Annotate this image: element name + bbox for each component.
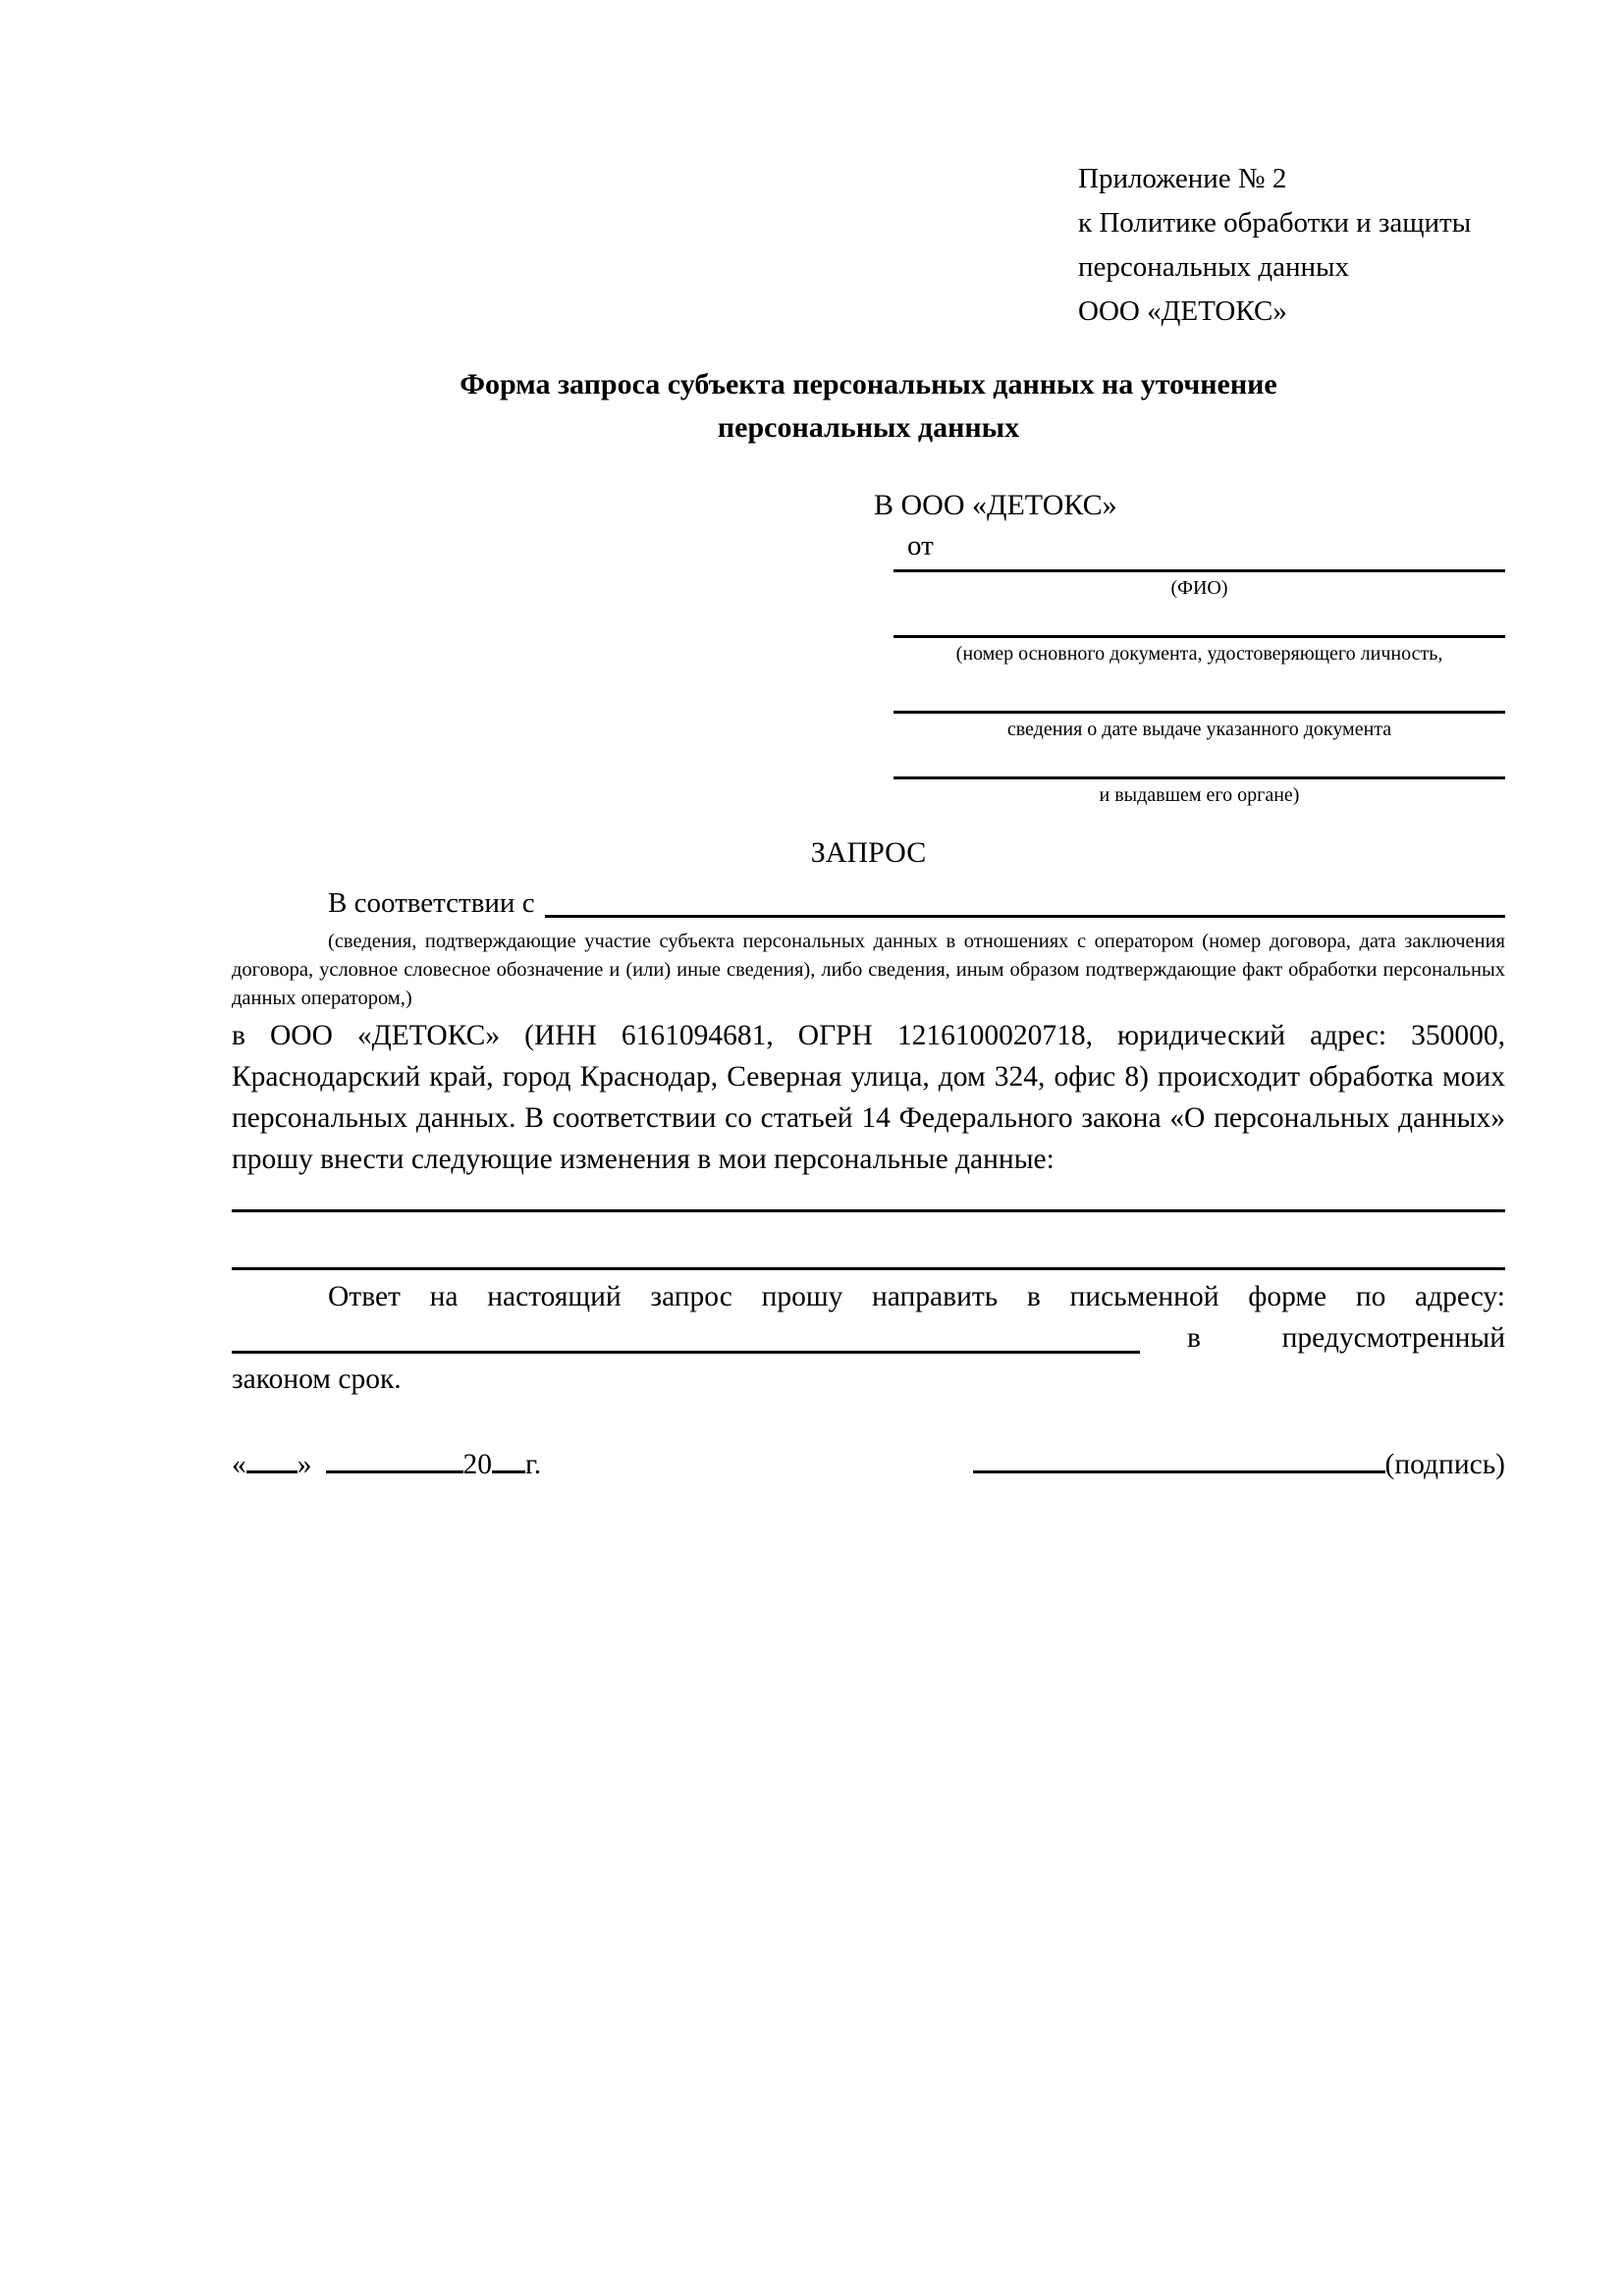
signature-area	[973, 1441, 1505, 1485]
issue-date-caption: сведения о дате выдаче указанного документа	[1006, 719, 1392, 740]
header-note-line: к Политике обработки и защиты	[1078, 207, 1472, 239]
issuing-authority-caption: и выдавшем его органе)	[1099, 784, 1300, 806]
reply-sentence: Ответ на настоящий запрос прошу направить в письменной форме по адресу:	[328, 1281, 1505, 1312]
signature-caption: (подпись)	[1384, 1449, 1505, 1481]
day-input-line[interactable]	[246, 1441, 298, 1473]
reply-closing: законом срок.	[232, 1363, 402, 1395]
address-input-line[interactable]	[232, 1351, 1140, 1354]
addressee-fields	[893, 569, 1505, 808]
year-suffix: г.	[525, 1449, 542, 1481]
document-title-line-1: Форма запроса субъекта персональных данных на уточнение	[460, 368, 1277, 400]
close-quote: »	[297, 1449, 312, 1481]
paragraph-indent	[232, 882, 328, 924]
fio-field	[893, 569, 1505, 601]
legal-basis-input-line[interactable]	[545, 915, 1505, 918]
addressee-organization: В ООО «ДЕТОКС»	[874, 489, 1117, 521]
document-title	[232, 363, 1505, 450]
legal-basis-row	[232, 882, 1505, 924]
header-note-line: ООО «ДЕТОКС»	[1078, 295, 1287, 327]
signature-input-line[interactable]	[973, 1441, 1385, 1473]
document-content	[232, 157, 1505, 1485]
legal-basis-note: (сведения, подтверждающие участие субъекта персональных данных в отношениях с оператором (номер договора, дата заключения договора, условное словесное обозначение и (или) иные сведения), либо сведения, иным образом подтверждающие факт обработки персональных данных оператором,)	[232, 931, 1505, 1009]
year-input-line[interactable]	[492, 1441, 525, 1473]
addressee-block	[874, 485, 1505, 808]
document-title-line-2: персональных данных	[717, 411, 1020, 444]
header-note-line: персональных данных	[1078, 251, 1350, 283]
issue-date-field	[893, 711, 1505, 742]
reply-address-row	[232, 1317, 1505, 1359]
document-number-field	[893, 635, 1505, 667]
changes-input-line-1[interactable]	[232, 1209, 1505, 1212]
reply-word-predusmotrennyy: предусмотренный	[1281, 1322, 1505, 1354]
from-label: от	[907, 530, 934, 561]
month-input-line[interactable]	[326, 1441, 463, 1473]
date-fill-in	[232, 1441, 541, 1485]
open-quote: «	[232, 1449, 246, 1481]
header-note-line: Приложение № 2	[1078, 163, 1287, 194]
date-signature-row	[232, 1441, 1505, 1485]
request-heading: ЗАПРОС	[810, 836, 927, 869]
request-body: в ООО «ДЕТОКС» (ИНН 6161094681, ОГРН 1216100020718, юридический адрес: 350000, Краснодарский край, город Краснодар, Северная улица, дом 324, офис 8) происходит обработка моих персональных данных. В соответствии со статьей 14 Федерального закона «О персональных данных» прошу внести следующие изменения в мои персональные данные:	[232, 1020, 1505, 1175]
legal-basis-prefix: В соответствии с	[328, 887, 535, 919]
fio-caption: (ФИО)	[1170, 577, 1228, 599]
header-note	[1078, 157, 1505, 334]
year-prefix: 20	[462, 1449, 492, 1481]
document-number-caption: (номер основного документа, удостоверяющего личность,	[955, 643, 1443, 665]
changes-input-line-2[interactable]	[232, 1267, 1505, 1270]
issuing-authority-field	[893, 776, 1505, 808]
reply-word-v: в	[1187, 1322, 1201, 1354]
